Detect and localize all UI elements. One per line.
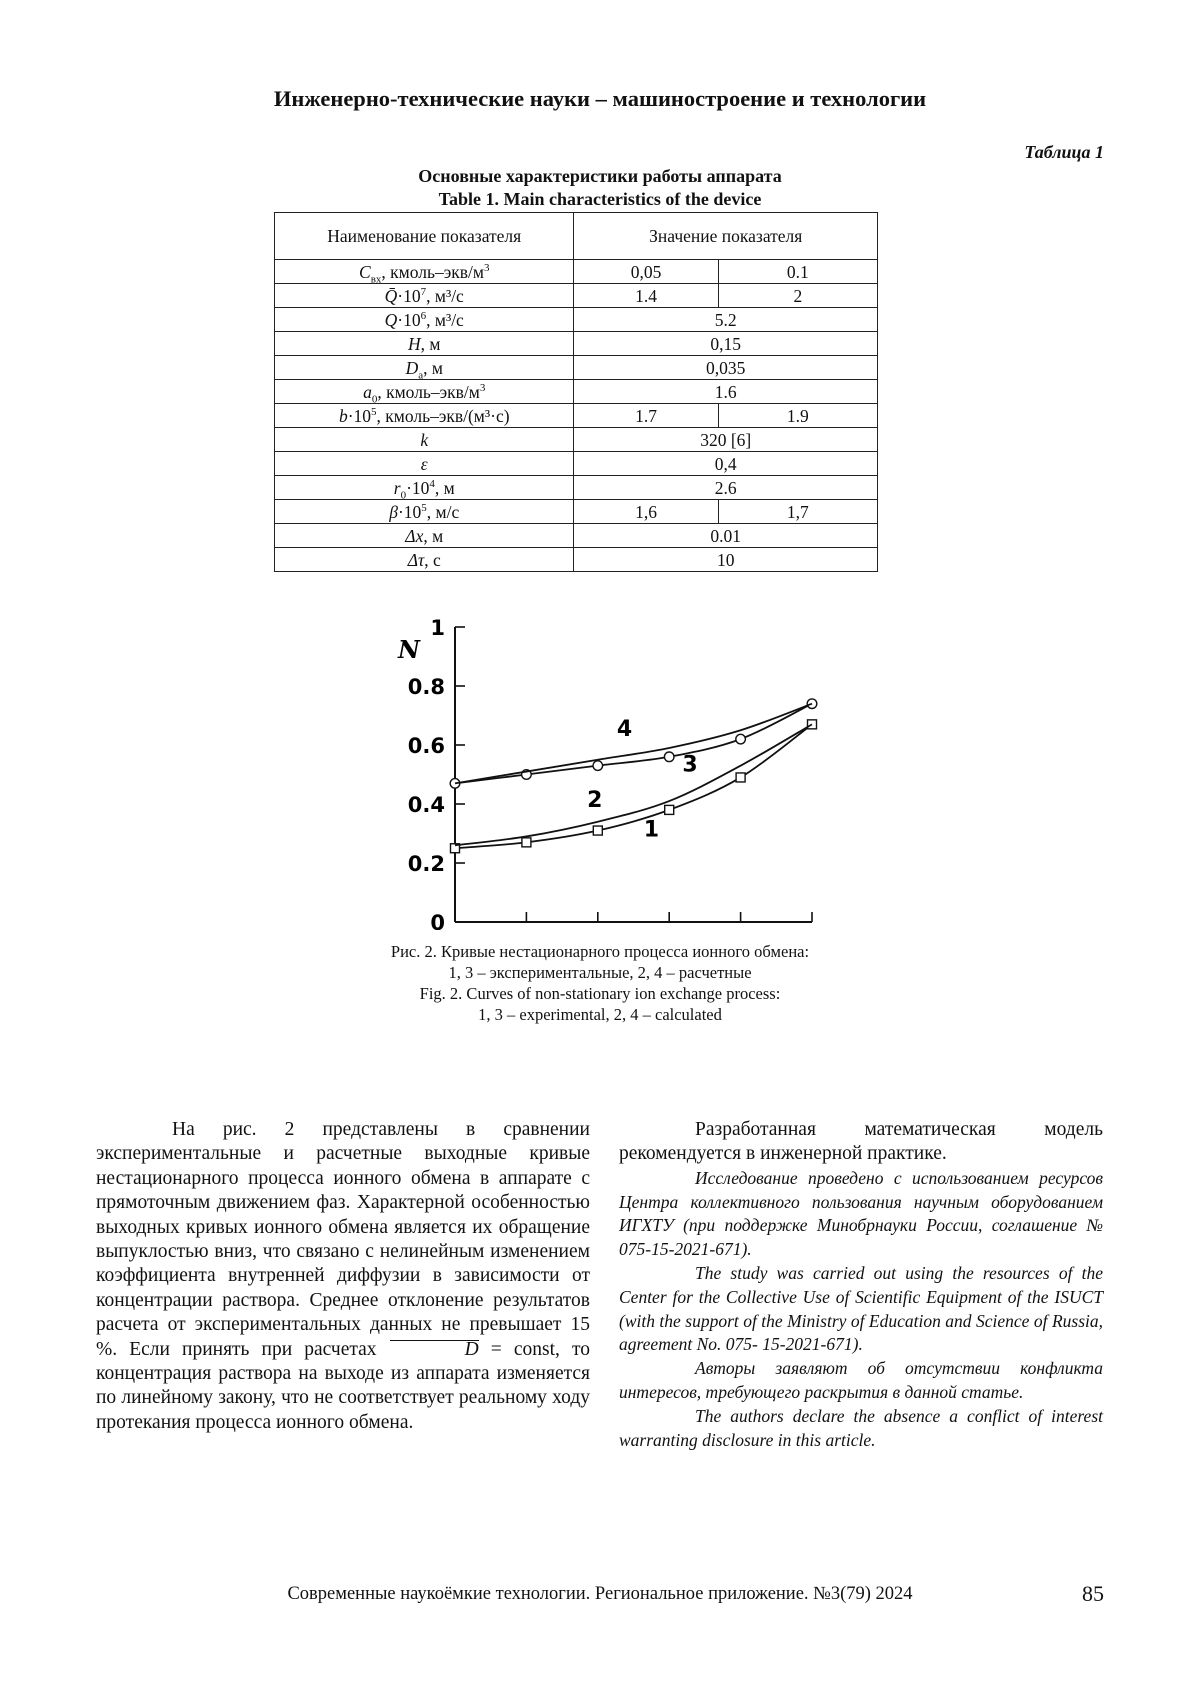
diffusion-symbol: D [389,1338,479,1362]
conclusion-paragraph: Разработанная математическая модель рекомендуется в инженерной практике. [619,1119,1103,1165]
parameter-unit-sup: 3 [483,261,490,274]
parameter-value-cell: 1,7 [718,500,877,524]
figure-caption-ru-line2: 1, 3 – экспериментальные, 2, 4 – расчетные [448,963,752,982]
y-tick-label: 0 [430,911,445,930]
y-axis-label: N [398,635,420,664]
header-parameter-name: Наименование показателя [275,213,574,260]
parameter-post: ·10 [347,405,372,426]
body-paragraph-left [96,1118,590,1435]
parameter-value-cell: 320 [6] [574,428,878,452]
parameter-unit-post: , м³/с [426,309,464,330]
series-3-point [593,761,603,771]
parameter-name-cell [275,476,574,500]
parameter-value-cell: 1.4 [574,284,718,308]
parameter-name-cell [275,500,574,524]
series-1-point [665,805,674,814]
table-row [275,332,878,356]
table-row [275,524,878,548]
page-number: 85 [1082,1581,1104,1606]
series-3-point [664,752,674,762]
table-header-row [275,213,878,260]
series-1-point [736,773,745,782]
figure-caption-en-line1: Fig. 2. Curves of non-stationary ion exchange process: [419,984,781,1003]
footer-journal-title: Современные наукоёмкие технологии. Региональное приложение. №3(79) 2024 [287,1584,913,1604]
parameter-value-cell: 1,6 [574,500,718,524]
parameter-sub: a [418,369,424,381]
parameter-sym: r [393,477,401,498]
parameter-value-cell: 1.6 [574,380,878,404]
parameter-sub: 0 [400,489,407,501]
parameter-unit-post: , м [434,477,455,498]
parameter-name-cell [275,284,574,308]
parameter-sym: a [363,381,372,402]
parameter-unit-post: , кмоль–экв/(м³·с) [376,405,510,426]
table-caption-ru: Основные характеристики работы аппарата [418,166,782,186]
parameter-value-cell: 0,4 [574,452,878,476]
parameter-post: ·10 [397,309,421,330]
y-tick-label: 1 [430,616,445,640]
parameter-sym: b [338,405,348,426]
curve-label-4: 4 [616,717,633,743]
parameter-post: ·10 [406,477,430,498]
running-title: Инженерно-технические науки – машиностроение и технологии [273,86,927,111]
parameter-value-cell: 2.6 [574,476,878,500]
parameter-sym: H [408,333,421,354]
acknowledgement-en: The study was carried out using the resources of the Center for the Collective Use of Scientific Equipment of the ISUCT (with the support of the Ministry of Education and Science of Russia, agreement No. 075- 15-2021-671). [619,1263,1103,1355]
parameter-post: ·10 [397,285,421,306]
parameter-sym: D [405,357,419,378]
parameter-name-cell [275,380,574,404]
parameter-name-cell [275,332,574,356]
parameter-name-cell [275,260,574,284]
parameter-value-cell: 2 [718,284,877,308]
parameter-unit-sup: 7 [420,285,427,298]
table-row [275,476,878,500]
table-row [275,260,878,284]
acknowledgement-ru: Исследование проведено с использованием ресурсов Центра коллективного пользования научным оборудованием ИГХТУ (при поддержке Минобрнауки России, соглашение № 075-15-2021-671). [619,1167,1103,1260]
parameter-sym: Q̄ [384,285,398,306]
parameter-post: , с [424,549,441,570]
series-4-line [455,704,812,784]
parameter-value-cell: 0.01 [574,524,878,548]
parameter-sym: C [359,261,371,282]
header-parameter-value: Значение показателя [574,213,878,260]
parameter-unit-sup: 6 [420,309,427,322]
parameter-unit-sup: 3 [479,381,486,394]
ion-exchange-chart [360,600,820,930]
parameter-sym: Δτ [407,549,425,570]
body-left-part1: На рис. 2 представлены в сравнении экспериментальные и расчетные выходные кривые нестационарного процесса ионного обмена в аппарате с прямоточным движением фаз. Характерной особенностью выходных кривых ионного обмена является их обращение выпуклостью вниз, что связано с нелинейным изменением коэффициента внутренней диффузии в зависимости от концентрации раствора. Среднее отклонение результатов расчета от экспериментальных данных не превышает 15 %. Если принять при расчетах [96,1119,590,1360]
table-caption-en: Table 1. Main characteristics of the device [438,189,762,209]
parameter-name-cell [275,404,574,428]
parameter-sub: 0 [371,393,378,405]
table-row [275,548,878,572]
parameter-unit-post: , м/с [426,501,460,522]
parameter-value-cell: 10 [574,548,878,572]
y-tick-label: 0.4 [407,793,445,817]
parameter-sym: β [389,501,398,522]
parameter-value-cell: 1.7 [574,404,718,428]
conflict-statement-ru: Авторы заявляют об отсутствии конфликта интересов, требующего раскрытия в данной статье. [619,1358,1103,1402]
parameter-post: , м [420,333,441,354]
right-column [619,1118,1103,1452]
parameter-value-cell: 0,035 [574,356,878,380]
table-row [275,500,878,524]
curve-label-1: 1 [643,817,660,843]
y-tick-label: 0.6 [407,734,445,758]
parameter-value-cell: 0.1 [718,260,877,284]
parameter-post: , м [423,525,444,546]
series-1-line [455,724,812,848]
parameter-name-cell [275,356,574,380]
parameter-value-cell: 5.2 [574,308,878,332]
table-label: Таблица 1 [1024,142,1104,162]
figure-caption-en-line2: 1, 3 – experimental, 2, 4 – calculated [478,1005,722,1024]
curve-label-2: 2 [587,787,603,813]
figure-caption-ru-line1: Рис. 2. Кривые нестационарного процесса ионного обмена: [390,942,810,961]
left-column [96,1118,590,1435]
series-1-point [593,826,602,835]
parameter-unit-post: , м³/с [426,285,464,306]
parameter-value-cell: 0,05 [574,260,718,284]
table-row [275,308,878,332]
table-row [275,452,878,476]
table-row [275,404,878,428]
parameter-post: ·10 [397,501,422,522]
y-tick-label: 0.2 [407,852,445,876]
table-row [275,380,878,404]
parameter-post: , кмоль–экв/м [381,261,484,282]
parameter-sym: k [420,429,429,450]
series-1-point [522,838,531,847]
parameter-name-cell [275,308,574,332]
parameter-value-cell: 1.9 [718,404,877,428]
parameter-value-cell: 0,15 [574,332,878,356]
series-3-point [736,734,746,744]
parameter-unit-sup: 5 [371,405,377,418]
characteristics-table [274,212,878,572]
series-3-line [455,704,812,784]
figure-2 [360,600,820,935]
parameter-name-cell [275,548,574,572]
body-left-part2: = const, то концентрация раствора на выходе из аппарата изменяется по линейному закону, что не соответствует реальному ходу протекания процесса ионного обмена. [96,1338,590,1433]
y-tick-label: 0.8 [407,675,445,699]
parameter-name-cell [275,452,574,476]
parameter-unit-sup: 5 [421,501,427,514]
table-row [275,284,878,308]
table-row [275,428,878,452]
parameter-sub: вх [370,273,382,285]
parameter-name-cell [275,428,574,452]
series-2-line [455,724,812,845]
parameter-post: , м [423,357,443,378]
parameter-post: , кмоль–экв/м [377,381,480,402]
parameter-sym: ε [420,453,428,474]
parameter-name-cell [275,524,574,548]
conflict-statement-en: The authors declare the absence a conflict of interest warranting disclosure in this article. [619,1405,1103,1450]
parameter-sym: Q [384,309,398,330]
curve-label-3: 3 [682,752,698,778]
series-1-point [808,720,817,729]
parameter-sym: Δx [405,525,424,546]
parameter-unit-sup: 4 [429,477,435,490]
table-row [275,356,878,380]
